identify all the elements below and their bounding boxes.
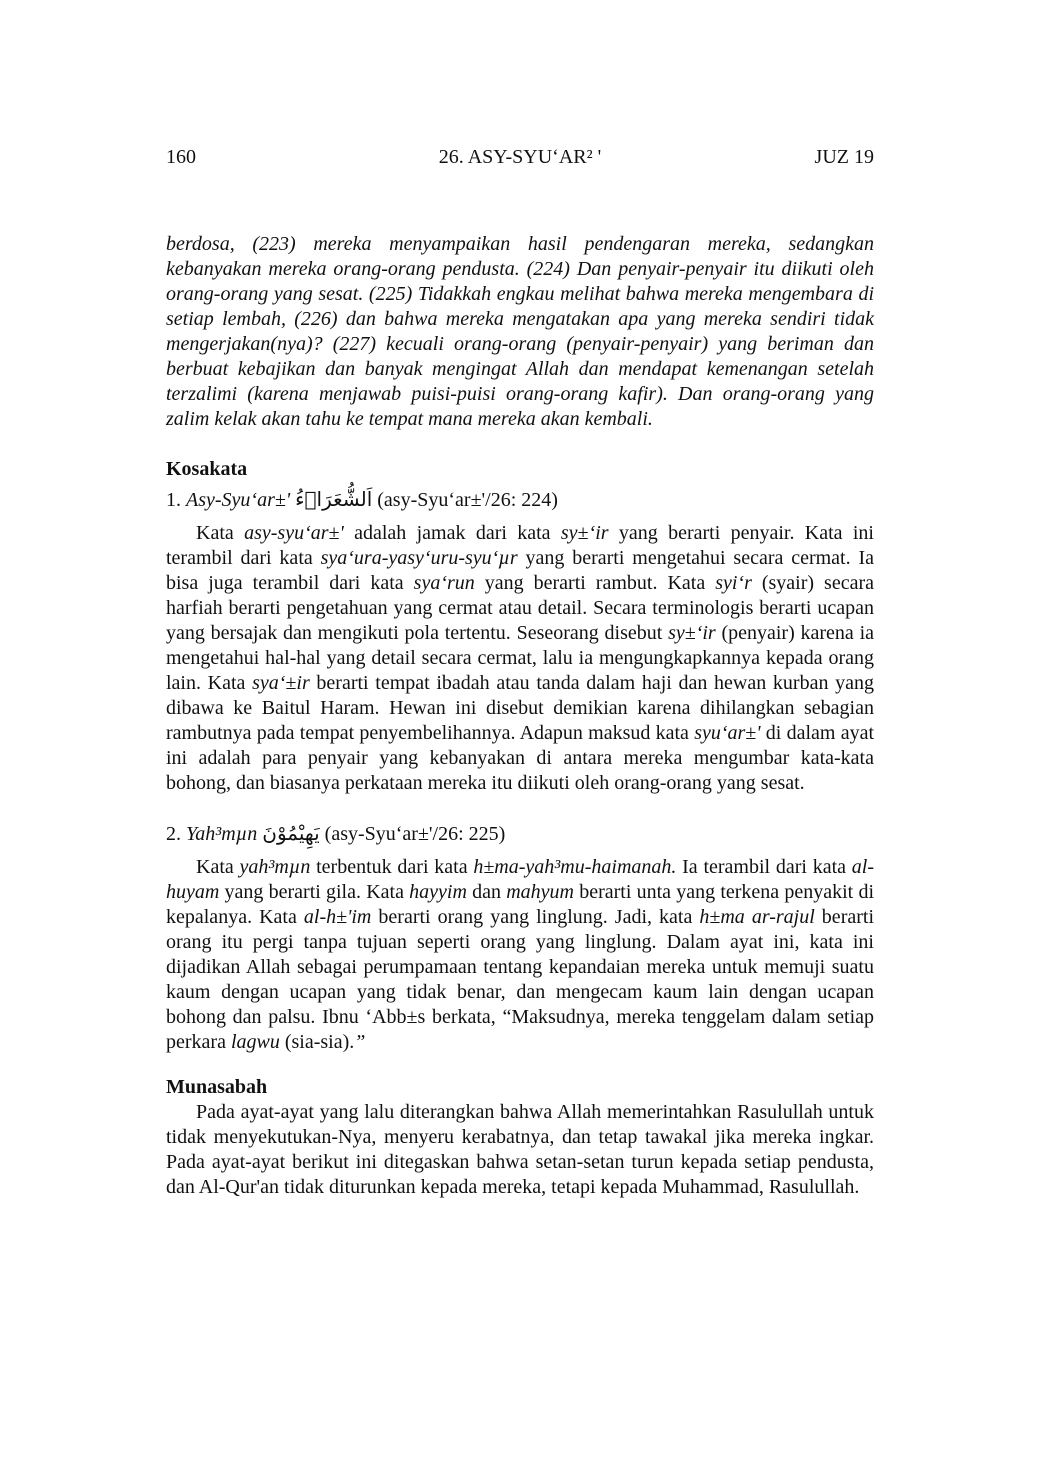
vocab-entry-2 bbox=[166, 821, 874, 1055]
page-content bbox=[166, 232, 874, 1200]
text-run: adalah jamak dari kata bbox=[343, 522, 561, 544]
text-run: h±ma ar-rajul bbox=[699, 906, 815, 928]
text-run: sy±‘ir bbox=[668, 622, 716, 644]
text-run: yang berarti mengetahui secara cermat. Ia bisa juga terambil dari kata bbox=[166, 547, 875, 594]
text-run: yah³mµn bbox=[239, 856, 311, 878]
text-run: (sia-sia). bbox=[279, 1031, 355, 1053]
text-run: berarti orang itu pergi tanpa tujuan seperti orang yang linglung. Dalam ayat ini, kata ini dijadikan Allah sebagai perumpamaan tentang kepandaian mereka untuk memuji suatu kaum dengan ucapan yang tidak benar, dan mengecam kaum lain dengan ucapan bohong dan palsu. Ibnu ‘Abb±s berkata, “Maksudnya, mereka tenggelam dalam setiap perkara bbox=[166, 906, 874, 1053]
vocab-entry-1-number: 1. bbox=[166, 489, 181, 511]
text-run: yang berarti gila. Kata bbox=[219, 881, 410, 903]
vocab-entry-1 bbox=[166, 487, 874, 796]
text-run: berarti unta yang terkena penyakit di kepalanya. Kata bbox=[166, 881, 874, 928]
vocab-entry-2-body bbox=[166, 855, 874, 1055]
text-run: (syair) secara harfiah berarti pengetahuan yang cermat atau detail. Secara terminologis berarti ucapan yang bersajak dan mengikuti pola tertentu. Seseorang disebut bbox=[166, 572, 875, 644]
text-run: syi‘r bbox=[715, 572, 752, 594]
vocab-entry-1-body bbox=[166, 521, 874, 796]
text-run: al-huyam bbox=[166, 856, 874, 903]
text-run: sy±‘ir bbox=[560, 522, 609, 544]
vocab-entry-2-ref: (asy-Syu‘ar±'/26: 225) bbox=[324, 823, 506, 845]
text-run: Kata bbox=[196, 522, 245, 544]
juz-label: JUZ 19 bbox=[814, 146, 874, 168]
vocab-entry-2-term: Yah³mµn bbox=[186, 823, 258, 845]
text-run: al-h±'im bbox=[303, 906, 372, 928]
surah-title: 26. ASY-SYU‘AR² ' bbox=[438, 146, 602, 168]
text-run: berarti tempat ibadah atau tanda dalam haji dan hewan kurban yang dibawa ke Baitul Haram. Hewan ini disebut demikian karena dihilangkan sebagian rambutnya pada tempat penyembelihannya. Adapun maksud kata bbox=[166, 672, 875, 744]
kosakata-heading: Kosakata bbox=[166, 458, 248, 480]
vocab-entry-1-arabic: اَلشُّعَرَاۤءُ bbox=[295, 487, 373, 511]
text-run: ” bbox=[354, 1031, 366, 1053]
text-run: berarti orang yang linglung. Jadi, kata bbox=[371, 906, 700, 928]
page-number: 160 bbox=[166, 146, 196, 168]
text-run: terbentuk dari kata bbox=[310, 856, 474, 878]
text-run: yang berarti penyair. Kata ini terambil dari kata bbox=[166, 522, 874, 569]
text-run: asy-syu‘ar±' bbox=[244, 522, 344, 544]
text-run: h±ma-yah³mu-haimanah. bbox=[473, 856, 677, 878]
translation-paragraph: berdosa, (223) mereka menyampaikan hasil pendengaran mereka, sedangkan kebanyakan mereka orang-orang pendusta. (224) Dan penyair-penyair itu diikuti oleh orang-orang yang sesat. (225) Tidakkah engkau melihat bahwa mereka mengembara di setiap lembah, (226) dan bahwa mereka mengatakan apa yang mereka sendiri tidak mengerjakan(nya)? (227) kecuali orang-orang (penyair-penyair) yang beriman dan berbuat kebajikan dan banyak mengingat Allah dan mendapat kemenangan setelah terzalimi (karena menjawab puisi-puisi orang-orang kafir). Dan orang-orang yang zalim kelak akan tahu ke tempat mana mereka akan kembali. bbox=[166, 233, 874, 430]
text-run: mahyum bbox=[506, 881, 574, 903]
text-run: Ia terambil dari kata bbox=[676, 856, 852, 878]
text-run: sya‘run bbox=[413, 572, 475, 594]
text-run: Kata bbox=[196, 856, 240, 878]
munasabah-heading: Munasabah bbox=[166, 1076, 268, 1098]
text-run: dan bbox=[466, 881, 507, 903]
vocab-entry-1-title bbox=[166, 487, 874, 513]
vocab-entry-2-title bbox=[166, 821, 874, 847]
text-run: di dalam ayat ini adalah para penyair yang kebanyakan di antara mereka mengumbar kata-kata bohong, dan biasanya perkataan mereka itu diikuti oleh orang-orang yang sesat. bbox=[166, 722, 874, 794]
text-run: hayyim bbox=[409, 881, 467, 903]
vocab-entry-1-ref: (asy-Syu‘ar±'/26: 224) bbox=[377, 489, 558, 511]
text-run: lagwu bbox=[230, 1031, 280, 1053]
vocab-entry-1-term: Asy-Syu‘ar±' bbox=[186, 489, 291, 511]
vocab-entry-2-arabic: يَهِيْمُوْنَ bbox=[262, 821, 320, 845]
text-run: sya‘±ir bbox=[252, 672, 310, 694]
munasabah-paragraph: Pada ayat-ayat yang lalu diterangkan bahwa Allah memerintahkan Rasulullah untuk tidak menyekutukan-Nya, menyeru kerabatnya, dan tetap tawakal jika mereka ingkar. Pada ayat-ayat berikut ini ditegaskan bahwa setan-setan turun kepada setiap pendusta, dan Al-Qur'an tidak diturunkan kepada mereka, tetapi kepada Muhammad, Rasulullah. bbox=[166, 1101, 874, 1198]
text-run: (penyair) karena ia mengetahui hal-hal yang detail secara cermat, lalu ia mengungkapkannya kepada orang lain. Kata bbox=[166, 622, 874, 694]
text-run: syu‘ar±' bbox=[694, 722, 761, 744]
vocab-entry-2-number: 2. bbox=[166, 823, 181, 845]
text-run: sya‘ura-yasy‘uru-syu‘µr bbox=[320, 547, 518, 569]
page-header bbox=[166, 146, 874, 176]
text-run: yang berarti rambut. Kata bbox=[474, 572, 716, 594]
